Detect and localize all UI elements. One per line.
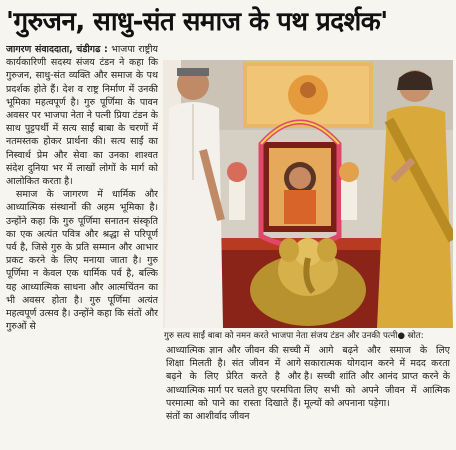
photo-illustration [163, 60, 453, 328]
lead-text: भाजपा राष्ट्रीय कार्यकारिणी सदस्य संजय टंडन ने कहा कि गुरुजन, साधु-संत व्यक्ति और समाज के पथ प्रदर्शक होते हैं। देश व राष्ट्र निर्माण में उनकी भूमिका महत्वपूर्ण है। गुरु पूर्णिमा के पावन अवसर पर भाजपा नेता ने पत्नी प्रिया टंडन के साथ पुट्टपर्थी में सत्य साईं बाबा के चरणों में नतमस्तक होकर प्रार्थना की। सत्य साईं का निस्वार्थ प्रेम और सेवा का उनका शाश्वत संदेश दुनिया भर में लाखों लोगों के मार्ग को आलोकित करता है। [6, 44, 158, 188]
headline: 'गुरुजन, साधु-संत समाज के पथ प्रदर्शक' [6, 7, 388, 37]
photo-caption: गुरु सत्य साईं बाबा को नमन करते भाजपा नेता संजय टंडन और उनकी पत्नी● स्रोत: [164, 331, 424, 341]
news-photo [163, 60, 453, 328]
article-column-left [6, 43, 158, 448]
article-column-2 [166, 344, 301, 448]
article-column-3 [304, 344, 450, 448]
article-paragraph-2: समाज के जागरण में धार्मिक और आध्यात्मिक संस्थानों की अहम भूमिका है। उन्होंने कहा कि गुरु पूर्णिमा सनातन संस्कृति का एक अत्यंत पवित्र और श्रद्धा से परिपूर्ण पर्व है, जिसे गुरु के प्रति सम्मान और आभार प्रकट करने के लिए मनाया जाता है। गुरु पूर्णिमा न केवल एक धार्मिक पर्व है, बल्कि यह आध्यात्मिक साधना और आत्मचिंतन का भी अवसर होता है। गुरु पूर्णिमा अत्यंत महत्वपूर्ण उत्सव है। उन्होंने कहा कि संतों और गुरुओं से [6, 189, 158, 333]
dateline: जागरण संवाददाता, चंडीगढ : [6, 44, 108, 55]
article-col3-text: में आगे बढ़ने और समाज के लिए सकारात्मक योगदान करने में मदद करता है। सच्ची शांति और आनंद प्राप्त करने के लिए सभी को अपने जीवन में आत्मिक मूल्यों को अपनाना पड़ेगा। [304, 345, 450, 409]
article-col2-text: आध्यात्मिक ज्ञान और जीवन की सच्ची शिक्षा मिलती है। संत जीवन में आगे बढ़ने के लिए प्रेरित करते है और आध्यात्मिक मार्ग पर चलते हुए परमपिता परमात्मा को पाने का रास्ता दिखाते हैं। संतों का आशीर्वाद जीवन [166, 345, 301, 423]
article-lead [6, 43, 158, 188]
